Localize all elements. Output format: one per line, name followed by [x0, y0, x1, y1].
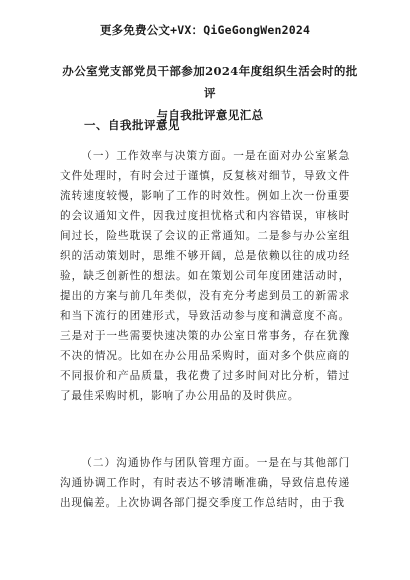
paragraph-communication: （二）沟通协作与团队管理方面。一是在与其他部门沟通协调工作时，有时表达不够清晰准确，导致信息传递出现偏差。上次协调各部门提交季度工作总结时，由于我 — [60, 457, 350, 509]
paragraph-work-efficiency: （一）工作效率与决策方面。一是在面对办公室紧急文件处理时，有时会过于谨慎，反复核对细节，导致文件流转速度较慢，影响了工作的时效性。例如上次一份重要的会议通知文件，因我过度担忧格式和内容错误，审核时间过长，险些耽误了会议的正常通知。二是参与办公室组织的活动策划时，思维不够开阔，总是依赖以往的成功经验，缺乏创新性的想法。如在策划公司年度团建活动时，提出的方案与前几年类似，没有充分考虑到员工的新需求和当下流行的团建形式，导致活动参与度和满意度不高。三是对于一些需要快速决策的办公室日常事务，存在犹豫不决的情况。比如在办公用品采购时，面对多个供应商的不同报价和产品质量，我花费了过多时间对比分析，错过了最佳采购时机，影响了办公用品的及时供应。 — [60, 150, 350, 402]
section-heading-self-criticism: 一、自我批评意见 — [84, 118, 180, 132]
document-title-line-1: 办公室党支部党员干部参加2024年度组织生活会时的批评 — [62, 64, 358, 100]
promo-header: 更多免费公文+VX：QiGeGongWen2024 — [99, 23, 311, 37]
document-title-line-2: 与自我批评意见汇总 — [156, 108, 264, 122]
